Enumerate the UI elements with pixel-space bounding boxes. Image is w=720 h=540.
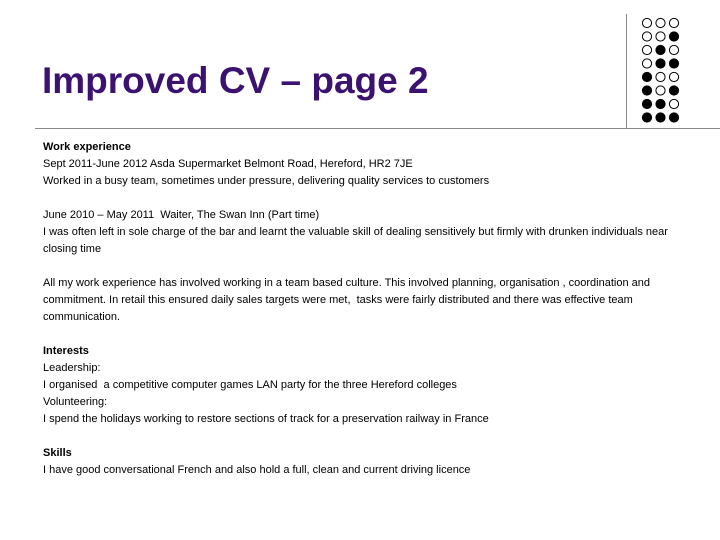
work-summary: All my work experience has involved working in a team based culture. This involved planning, organisation , coordination and commitment. In retail this ensured daily sales targets were met, tasks were fairly distributed and there was effective team communication. <box>43 277 654 323</box>
filled-dot <box>669 113 678 122</box>
filled-dot <box>669 86 678 95</box>
job2-line: June 2010 – May 2011 Waiter, The Swan Inn (Part time) <box>43 209 320 221</box>
hollow-dot <box>669 99 678 108</box>
job1-line: Sept 2011-June 2012 Asda Supermarket Belmont Road, Hereford, HR2 7JE <box>43 158 413 170</box>
hollow-dot <box>642 45 651 54</box>
filled-dot <box>642 99 651 108</box>
hollow-dot <box>669 72 678 81</box>
spacer <box>43 258 693 275</box>
hollow-dot <box>642 18 651 27</box>
skills-text: I have good conversational French and also hold a full, clean and current driving licence <box>43 464 471 476</box>
filled-dot <box>642 86 651 95</box>
spacer <box>43 326 693 343</box>
hollow-dot <box>669 45 678 54</box>
leadership-text: I organised a competitive computer games LAN party for the three Hereford colleges <box>43 379 457 391</box>
hollow-dot <box>656 86 665 95</box>
hollow-dot <box>656 72 665 81</box>
interests-heading: Interests <box>43 345 89 357</box>
filled-dot <box>669 59 678 68</box>
dot-grid-decoration <box>641 17 683 127</box>
hollow-dot <box>656 18 665 27</box>
hollow-dot <box>642 32 651 41</box>
job2-description: I was often left in sole charge of the bar and learnt the valuable skill of dealing sensitively but firmly with drunken individuals near closing time <box>43 226 668 255</box>
slide-body <box>43 139 693 479</box>
volunteering-text: I spend the holidays working to restore sections of track for a preservation railway in France <box>43 413 489 425</box>
spacer <box>43 190 693 207</box>
filled-dot <box>656 45 665 54</box>
filled-dot <box>642 113 651 122</box>
slide-title: Improved CV – page 2 <box>42 60 429 101</box>
horizontal-divider <box>35 128 720 129</box>
filled-dot <box>656 99 665 108</box>
hollow-dot <box>656 32 665 41</box>
spacer <box>43 428 693 445</box>
filled-dot <box>656 59 665 68</box>
hollow-dot <box>642 59 651 68</box>
filled-dot <box>656 113 665 122</box>
job1-description: Worked in a busy team, sometimes under pressure, delivering quality services to customers <box>43 175 490 187</box>
filled-dot <box>642 72 651 81</box>
volunteering-label: Volunteering: <box>43 396 108 408</box>
hollow-dot <box>669 18 678 27</box>
filled-dot <box>669 32 678 41</box>
leadership-label: Leadership: <box>43 362 101 374</box>
work-experience-heading: Work experience <box>43 141 131 153</box>
skills-heading: Skills <box>43 447 72 459</box>
vertical-divider <box>626 14 627 129</box>
